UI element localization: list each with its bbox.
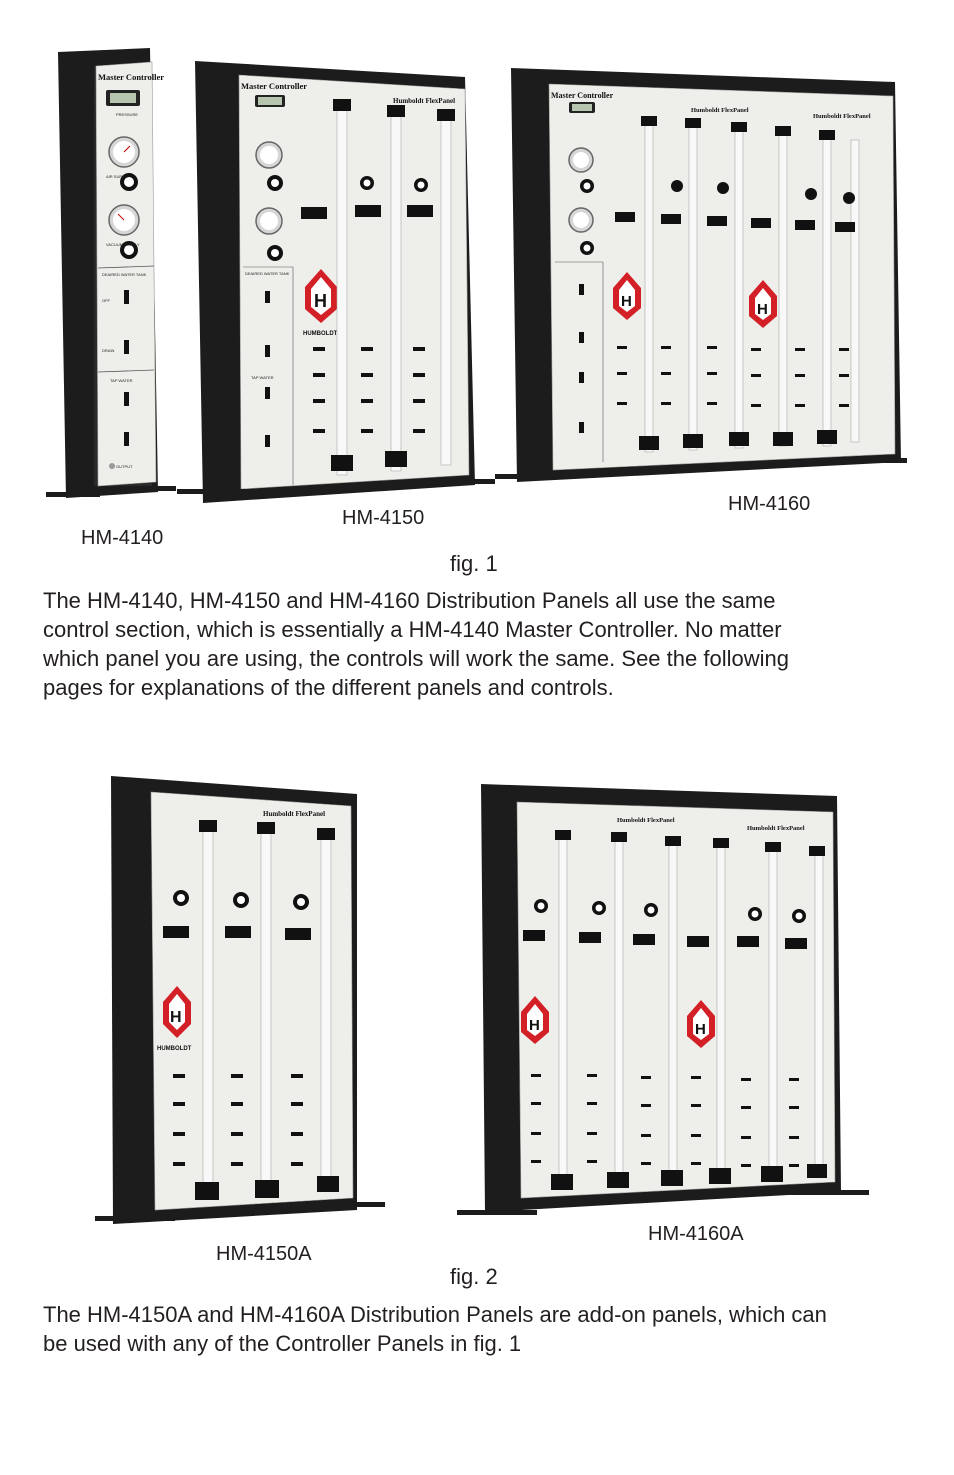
svg-text:Humboldt FlexPanel: Humboldt FlexPanel	[813, 113, 871, 120]
model-label-hm-4160: HM-4160	[728, 493, 811, 515]
svg-text:Humboldt FlexPanel: Humboldt FlexPanel	[393, 97, 456, 105]
panel-image-hm-4160a	[455, 780, 875, 1235]
svg-text:H: H	[621, 293, 632, 310]
panel-image-hm-4140	[40, 40, 180, 520]
svg-text:OFF: OFF	[102, 298, 110, 303]
figure-2-caption: fig. 2	[450, 1264, 498, 1289]
svg-text:H: H	[170, 1009, 182, 1026]
paragraph-line: be used with any of the Controller Panels in fig. 1	[43, 1331, 522, 1356]
svg-text:PRESSURE: PRESSURE	[116, 112, 139, 117]
paragraph-line: The HM-4150A and HM-4160A Distribution Panels are add-on panels, which can	[43, 1302, 827, 1327]
svg-text:DRAIN: DRAIN	[102, 348, 115, 353]
panel-image-hm-4150	[175, 55, 505, 515]
svg-text:HUMBOLDT: HUMBOLDT	[157, 1046, 192, 1052]
svg-text:H: H	[695, 1021, 706, 1038]
svg-text:DEAIRED WATER TANK: DEAIRED WATER TANK	[245, 271, 290, 276]
svg-text:H: H	[314, 291, 327, 311]
figure-1-caption: fig. 1	[450, 551, 498, 576]
svg-text:Humboldt FlexPanel: Humboldt FlexPanel	[263, 810, 326, 818]
svg-text:Master Controller: Master Controller	[241, 81, 308, 91]
figure-2-description	[43, 1300, 933, 1358]
svg-text:DEAIRED WATER TANK: DEAIRED WATER TANK	[102, 272, 147, 277]
svg-text:Humboldt FlexPanel: Humboldt FlexPanel	[617, 817, 675, 824]
svg-text:VACUUM SUPPLY: VACUUM SUPPLY	[106, 242, 140, 247]
figure-1-description	[43, 586, 923, 702]
model-label-hm-4160a: HM-4160A	[648, 1223, 744, 1245]
svg-text:TAP WATER: TAP WATER	[251, 375, 274, 380]
svg-text:HUMBOLDT: HUMBOLDT	[303, 331, 338, 337]
svg-text:H: H	[757, 301, 768, 318]
model-label-hm-4150: HM-4150	[342, 507, 425, 529]
paragraph-line: pages for explanations of the different panels and controls.	[43, 675, 614, 700]
svg-text:H: H	[529, 1017, 540, 1034]
paragraph-line: control section, which is essentially a HM-4140 Master Controller. No matter	[43, 617, 782, 642]
model-label-hm-4150a: HM-4150A	[216, 1243, 312, 1265]
svg-text:TAP WATER: TAP WATER	[110, 378, 133, 383]
panel-image-hm-4160	[495, 62, 915, 492]
svg-text:Master Controller: Master Controller	[551, 91, 614, 100]
svg-text:Humboldt FlexPanel: Humboldt FlexPanel	[747, 825, 805, 832]
paragraph-line: which panel you are using, the controls will work the same. See the following	[43, 646, 789, 671]
svg-text:Humboldt FlexPanel: Humboldt FlexPanel	[691, 107, 749, 114]
svg-text:OUTPUT: OUTPUT	[116, 464, 133, 469]
paragraph-line: The HM-4140, HM-4150 and HM-4160 Distribution Panels all use the same	[43, 588, 776, 613]
panel-image-hm-4150a	[95, 772, 395, 1242]
svg-text:AIR SUPPLY: AIR SUPPLY	[106, 174, 130, 179]
hm4140-title: Master Controller	[98, 72, 165, 82]
model-label-hm-4140: HM-4140	[81, 527, 164, 549]
